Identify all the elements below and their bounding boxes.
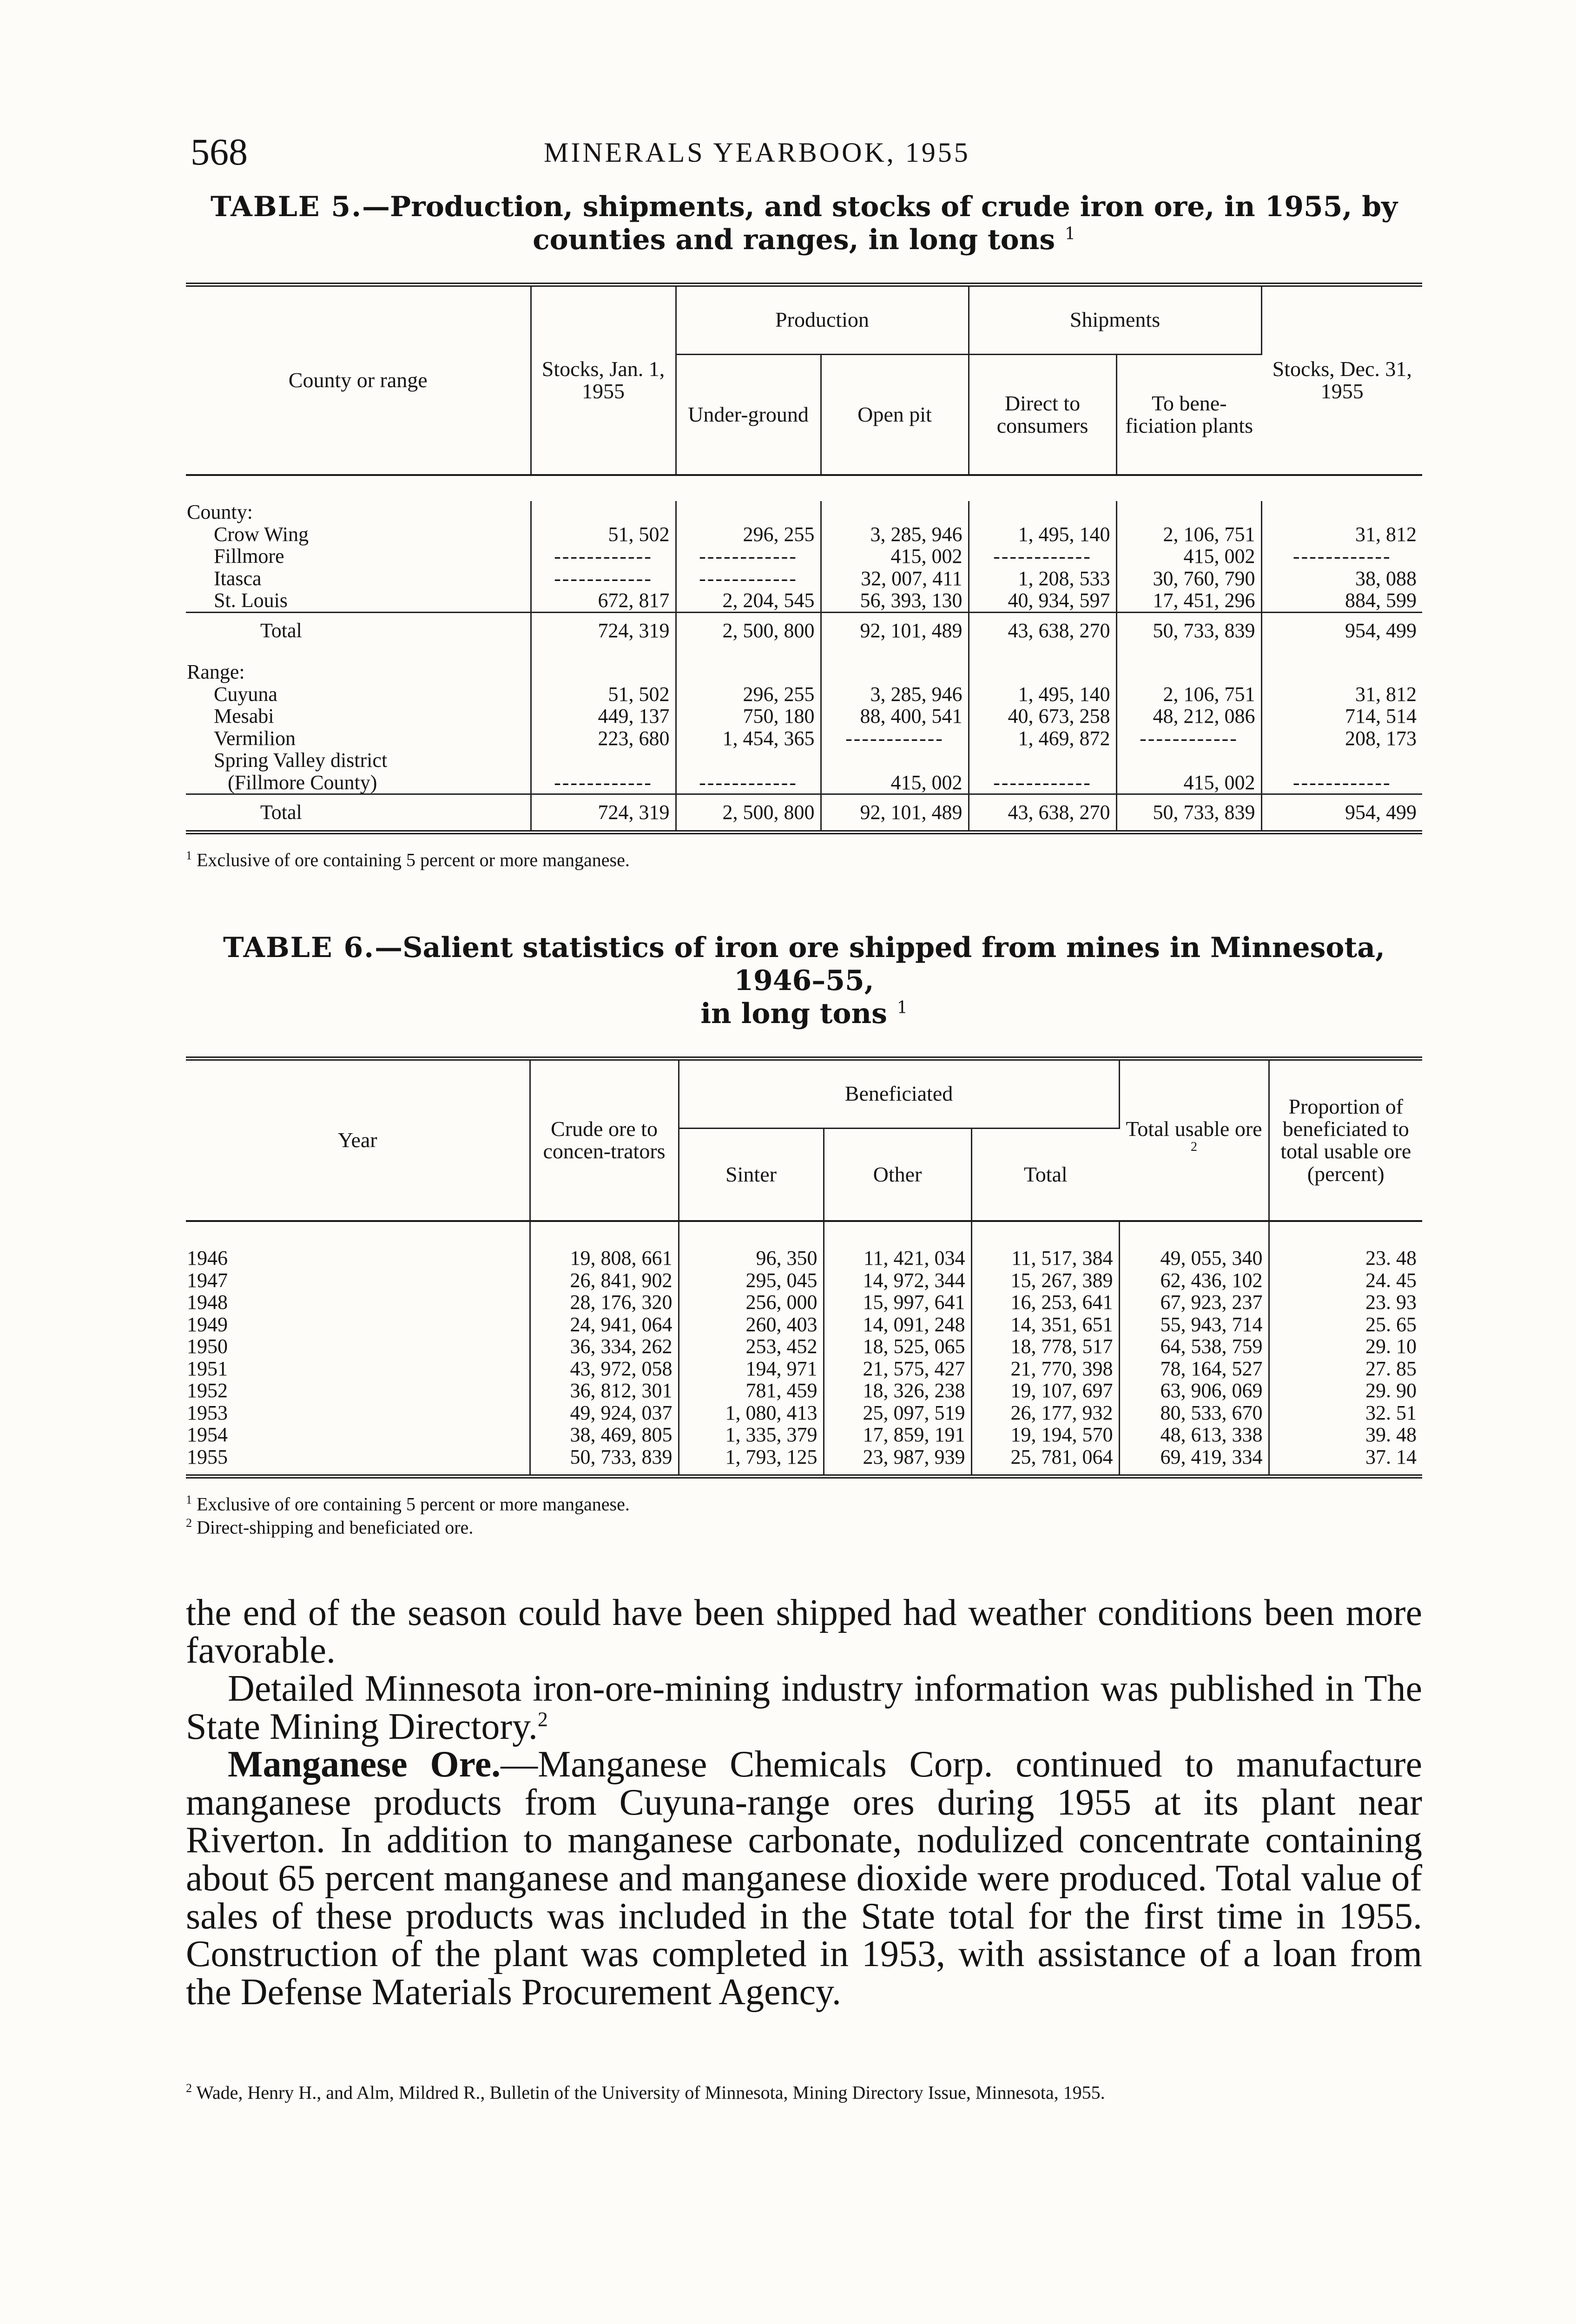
col-stocks-dec: Stocks, Dec. 31, 1955 (1261, 284, 1422, 475)
body-text (186, 1594, 1422, 2012)
row-label: 1950 (186, 1335, 530, 1358)
empty-cell: ------------ (676, 568, 821, 590)
total-value: 724, 319 (531, 794, 676, 832)
journal-title: MINERALS YEARBOOK, 1955 (544, 137, 970, 168)
year-row (186, 1358, 1422, 1380)
col-stocks-jan: Stocks, Jan. 1, 1955 (531, 284, 676, 475)
year-row (186, 1446, 1422, 1477)
running-head (186, 130, 1422, 181)
paragraph-manganese (186, 1746, 1422, 2011)
value-cell: 15, 997, 641 (824, 1291, 971, 1314)
empty-cell: ------------ (1292, 545, 1391, 568)
value-cell: 1, 469, 872 (969, 727, 1116, 750)
value-cell: 48, 613, 338 (1119, 1424, 1269, 1446)
value-cell: 55, 943, 714 (1119, 1314, 1269, 1336)
range-heading: Range: (186, 661, 531, 683)
year-row (186, 1380, 1422, 1402)
total-value: 2, 500, 800 (676, 794, 821, 832)
value-cell: 18, 326, 238 (824, 1380, 971, 1402)
value-cell: 40, 934, 597 (969, 589, 1116, 612)
table5-range-heading (186, 648, 1422, 683)
value-cell: 1, 335, 379 (679, 1424, 824, 1446)
col-other: Other (824, 1128, 971, 1221)
value-cell: 781, 459 (679, 1380, 824, 1402)
value-cell: 1, 793, 125 (679, 1446, 824, 1477)
col-to-beneficiation: To bene-ficiation plants (1116, 354, 1261, 475)
value-cell: 21, 770, 398 (971, 1358, 1119, 1380)
range-row (186, 727, 1422, 750)
value-cell: 2, 106, 751 (1116, 523, 1261, 546)
table5-county-total (186, 612, 1422, 648)
empty-cell: ------------ (676, 545, 821, 568)
table5-range-heading-row (186, 661, 1422, 683)
value-cell: 1, 080, 413 (679, 1402, 824, 1424)
row-label: St. Louis (186, 589, 531, 612)
total-value: 954, 499 (1261, 794, 1422, 832)
table5-footnote-mark: 1 (186, 848, 192, 862)
value-cell: 32. 51 (1365, 1401, 1417, 1424)
year-row (186, 1247, 1422, 1269)
value-cell: 260, 403 (679, 1314, 824, 1336)
value-cell: 50, 733, 839 (530, 1446, 679, 1477)
county-row (186, 523, 1422, 546)
row-label: Crow Wing (186, 523, 531, 546)
value-cell: 51, 502 (531, 523, 676, 546)
table5-range-rows (186, 683, 1422, 794)
value-cell: 19, 808, 661 (530, 1247, 679, 1269)
row-label: 1951 (186, 1358, 530, 1380)
table5-footnote-text: Exclusive of ore containing 5 percent or more manganese. (197, 849, 630, 871)
value-cell: 11, 421, 034 (824, 1247, 971, 1269)
value-cell: 17, 859, 191 (824, 1424, 971, 1446)
total-row (186, 794, 1422, 832)
value-cell: 19, 194, 570 (971, 1424, 1119, 1446)
table6-title-footnote-mark: 1 (897, 998, 908, 1017)
value-cell: 36, 334, 262 (530, 1335, 679, 1358)
value-cell: 26, 841, 902 (530, 1269, 679, 1292)
value-cell: 884, 599 (1345, 589, 1417, 612)
value-cell: 23, 987, 939 (824, 1446, 971, 1477)
county-row (186, 545, 1422, 568)
value-cell: 295, 045 (679, 1269, 824, 1292)
row-label-line2: (Fillmore County) (228, 771, 377, 794)
value-cell: 30, 760, 790 (1116, 568, 1261, 590)
value-cell: 26, 177, 932 (971, 1402, 1119, 1424)
total-label: Total (186, 794, 531, 832)
range-row (186, 683, 1422, 706)
value-cell: 1, 454, 365 (676, 727, 821, 750)
table6-title-line1: —Salient statistics of iron ore shipped from mines in Minnesota, 1946–55, (375, 931, 1385, 997)
table5-title-line2: counties and ranges, in long tons (533, 223, 1055, 256)
value-cell: 28, 176, 320 (530, 1291, 679, 1314)
value-cell: 11, 517, 384 (971, 1247, 1119, 1269)
value-cell: 38, 088 (1355, 567, 1417, 590)
value-cell: 69, 419, 334 (1119, 1446, 1269, 1477)
value-cell: 14, 351, 651 (971, 1314, 1119, 1336)
paragraph-directory-footnote-mark: 2 (537, 1707, 548, 1730)
row-label: 1953 (186, 1402, 530, 1424)
value-cell: 24. 45 (1365, 1268, 1417, 1292)
value-cell: 96, 350 (679, 1247, 824, 1269)
total-value: 724, 319 (531, 612, 676, 648)
paragraph-directory-text: Detailed Minnesota iron-ore-mining industry information was published in The State Mining Directory. (186, 1668, 1422, 1747)
manganese-heading: Manganese Ore. (228, 1744, 501, 1785)
table5-caption (186, 191, 1422, 257)
table6-caption (186, 931, 1422, 1030)
value-cell: 1, 208, 533 (969, 568, 1116, 590)
value-cell: 27. 85 (1365, 1357, 1417, 1380)
table5-label: TABLE 5. (210, 191, 363, 223)
value-cell: 256, 000 (679, 1291, 824, 1314)
paragraph-continued: the end of the season could have been shipped had weather conditions been more favorable. (186, 1592, 1422, 1671)
year-row (186, 1269, 1422, 1292)
value-cell: 253, 452 (679, 1335, 824, 1358)
table5-title-line1: —Production, shipments, and stocks of crude iron ore, in 1955, by (362, 191, 1398, 223)
value-cell: 18, 778, 517 (971, 1335, 1119, 1358)
table6-caption-line2 (186, 997, 1422, 1030)
value-cell: 14, 972, 344 (824, 1269, 971, 1292)
value-cell: 714, 514 (1345, 705, 1417, 728)
table5-county-rows (186, 523, 1422, 613)
empty-cell: ------------ (821, 727, 969, 750)
page-footnote-text: Wade, Henry H., and Alm, Mildred R., Bulletin of the University of Minnesota, Mining Directory Issue, Minnesota, 1955. (196, 2082, 1105, 2103)
value-cell: 25. 65 (1365, 1313, 1417, 1336)
table5 (186, 283, 1422, 834)
row-label: Vermilion (186, 727, 531, 750)
table6-footnote (186, 1516, 1422, 1538)
row-label: 1954 (186, 1424, 530, 1446)
page-footnote (186, 2081, 1422, 2104)
total-value: 43, 638, 270 (969, 612, 1116, 648)
county-heading: County: (186, 501, 531, 523)
table6 (186, 1056, 1422, 1479)
empty-cell: ------------ (969, 545, 1116, 568)
value-cell: 223, 680 (531, 727, 676, 750)
value-cell: 80, 533, 670 (1119, 1402, 1269, 1424)
row-label: 1955 (186, 1446, 530, 1477)
row-label: Cuyuna (186, 683, 531, 706)
table5-caption-line1 (186, 191, 1422, 224)
value-cell: 64, 538, 759 (1119, 1335, 1269, 1358)
value-cell: 18, 525, 065 (824, 1335, 971, 1358)
value-cell: 449, 137 (531, 705, 676, 727)
table6-footnote-text: Direct-shipping and beneficiated ore. (197, 1516, 474, 1538)
total-value: 2, 500, 800 (676, 612, 821, 648)
value-cell: 3, 285, 946 (821, 523, 969, 546)
value-cell: 25, 097, 519 (824, 1402, 971, 1424)
row-label: 1952 (186, 1380, 530, 1402)
value-cell: 88, 400, 541 (821, 705, 969, 727)
total-value: 92, 101, 489 (821, 794, 969, 832)
col-beneficiated: Beneficiated (679, 1058, 1119, 1128)
value-cell: 415, 002 (1116, 749, 1261, 794)
total-value: 50, 733, 839 (1116, 612, 1261, 648)
value-cell: 23. 93 (1365, 1291, 1417, 1314)
value-cell: 17, 451, 296 (1116, 589, 1261, 612)
range-row (186, 749, 1422, 794)
row-label: 1948 (186, 1291, 530, 1314)
empty-cell: ------------ (1292, 771, 1391, 794)
value-cell: 415, 002 (821, 545, 969, 568)
row-label (186, 749, 531, 794)
total-value: 50, 733, 839 (1116, 794, 1261, 832)
col-total-usable-label: Total usable ore (1126, 1116, 1262, 1141)
col-total-usable-footnote-mark: 2 (1191, 1140, 1197, 1155)
empty-cell: ------------ (969, 749, 1116, 794)
value-cell: 67, 923, 237 (1119, 1291, 1269, 1314)
year-row (186, 1291, 1422, 1314)
value-cell: 62, 436, 102 (1119, 1269, 1269, 1292)
range-row (186, 705, 1422, 727)
total-value: 92, 101, 489 (821, 612, 969, 648)
table6-caption-line1 (186, 931, 1422, 997)
value-cell: 40, 673, 258 (969, 705, 1116, 727)
total-value: 43, 638, 270 (969, 794, 1116, 832)
value-cell: 51, 502 (531, 683, 676, 706)
value-cell: 24, 941, 064 (530, 1314, 679, 1336)
county-row (186, 589, 1422, 612)
row-label: 1946 (186, 1247, 530, 1269)
empty-cell: ------------ (531, 568, 676, 590)
empty-cell: ------------ (1116, 727, 1261, 750)
col-year: Year (186, 1058, 530, 1221)
value-cell: 3, 285, 946 (821, 683, 969, 706)
total-row (186, 612, 1422, 648)
total-label: Total (186, 612, 531, 648)
col-proportion: Proportion of beneficiated to total usable ore (percent) (1269, 1058, 1422, 1221)
value-cell: 37. 14 (1269, 1446, 1422, 1477)
value-cell: 14, 091, 248 (824, 1314, 971, 1336)
col-open-pit: Open pit (821, 354, 969, 475)
value-cell: 39. 48 (1365, 1423, 1417, 1446)
year-row (186, 1314, 1422, 1336)
row-label: Fillmore (186, 545, 531, 568)
year-row (186, 1424, 1422, 1446)
page-footnote-mark: 2 (186, 2081, 192, 2095)
value-cell: 43, 972, 058 (530, 1358, 679, 1380)
value-cell: 31, 812 (1355, 522, 1417, 546)
value-cell: 31, 812 (1355, 682, 1417, 706)
table5-caption-line2 (186, 224, 1422, 257)
table5-title-footnote-mark: 1 (1065, 224, 1075, 244)
value-cell: 21, 575, 427 (824, 1358, 971, 1380)
value-cell: 49, 055, 340 (1119, 1247, 1269, 1269)
value-cell: 750, 180 (676, 705, 821, 727)
value-cell: 49, 924, 037 (530, 1402, 679, 1424)
col-county-or-range: County or range (186, 284, 531, 475)
col-shipments: Shipments (969, 284, 1261, 354)
value-cell: 2, 106, 751 (1116, 683, 1261, 706)
empty-cell: ------------ (676, 749, 821, 794)
value-cell: 63, 906, 069 (1119, 1380, 1269, 1402)
row-label-line1: Spring Valley district (214, 749, 388, 772)
page-number: 568 (191, 131, 248, 173)
paragraph-directory (186, 1670, 1422, 1746)
table6-body (186, 1221, 1422, 1477)
empty-cell: ------------ (531, 749, 676, 794)
value-cell: 415, 002 (1116, 545, 1261, 568)
table6-label: TABLE 6. (223, 931, 375, 964)
col-total-usable (1119, 1058, 1269, 1221)
row-label: Mesabi (186, 705, 531, 727)
value-cell: 672, 817 (531, 589, 676, 612)
col-beneficiated-total: Total (971, 1128, 1119, 1221)
col-production: Production (676, 284, 969, 354)
table5-county-heading-row (186, 501, 1422, 523)
value-cell: 16, 253, 641 (971, 1291, 1119, 1314)
col-crude-ore: Crude ore to concen-trators (530, 1058, 679, 1221)
year-row (186, 1335, 1422, 1358)
table5-body (186, 475, 1422, 523)
row-label: Itasca (186, 568, 531, 590)
table6-footnote-mark: 2 (186, 1516, 192, 1530)
value-cell: 25, 781, 064 (971, 1446, 1119, 1477)
page (186, 130, 1422, 2104)
value-cell: 1, 495, 140 (969, 683, 1116, 706)
value-cell: 36, 812, 301 (530, 1380, 679, 1402)
value-cell: 48, 212, 086 (1116, 705, 1261, 727)
value-cell: 29. 10 (1365, 1335, 1417, 1358)
value-cell: 194, 971 (679, 1358, 824, 1380)
value-cell: 19, 107, 697 (971, 1380, 1119, 1402)
table6-footnote (186, 1492, 1422, 1515)
value-cell: 78, 164, 527 (1119, 1358, 1269, 1380)
row-label: 1947 (186, 1269, 530, 1292)
value-cell: 296, 255 (676, 523, 821, 546)
value-cell: 1, 495, 140 (969, 523, 1116, 546)
year-row (186, 1402, 1422, 1424)
value-cell: 38, 469, 805 (530, 1424, 679, 1446)
value-cell: 23. 48 (1365, 1247, 1417, 1270)
value-cell: 415, 002 (821, 749, 969, 794)
value-cell: 296, 255 (676, 683, 821, 706)
total-value: 954, 499 (1261, 612, 1422, 648)
table6-footnote-mark: 1 (186, 1493, 192, 1507)
table6-footnotes (186, 1492, 1422, 1538)
value-cell: 56, 393, 130 (821, 589, 969, 612)
table5-footnote (186, 848, 1422, 871)
col-sinter: Sinter (679, 1128, 824, 1221)
county-row (186, 568, 1422, 590)
table6-title-line2: in long tons (700, 997, 887, 1030)
value-cell: 2, 204, 545 (676, 589, 821, 612)
paragraph-manganese-text: —Manganese Chemicals Corp. continued to manufacture manganese products from Cuyuna-range ores during 1955 at its plant near Riverton. In addition to manganese carbonate, nodulized concentrate containing about 65 percent manganese and manganese dioxide were produced. Total value of sales of these products was included in the State total for the first time in 1955. Construction of the plant was completed in 1953, with assistance of a loan from the Defense Materials Procurement Agency. (186, 1744, 1423, 2013)
empty-cell: ------------ (531, 545, 676, 568)
value-cell: 15, 267, 389 (971, 1269, 1119, 1292)
value-cell: 29. 90 (1365, 1379, 1417, 1402)
col-underground: Under-ground (676, 354, 821, 475)
value-cell: 208, 173 (1345, 726, 1417, 750)
table5-range-total (186, 794, 1422, 832)
col-direct-to-consumers: Direct to consumers (969, 354, 1116, 475)
value-cell: 32, 007, 411 (821, 568, 969, 590)
table6-footnote-text: Exclusive of ore containing 5 percent or more manganese. (197, 1493, 630, 1515)
row-label: 1949 (186, 1314, 530, 1336)
